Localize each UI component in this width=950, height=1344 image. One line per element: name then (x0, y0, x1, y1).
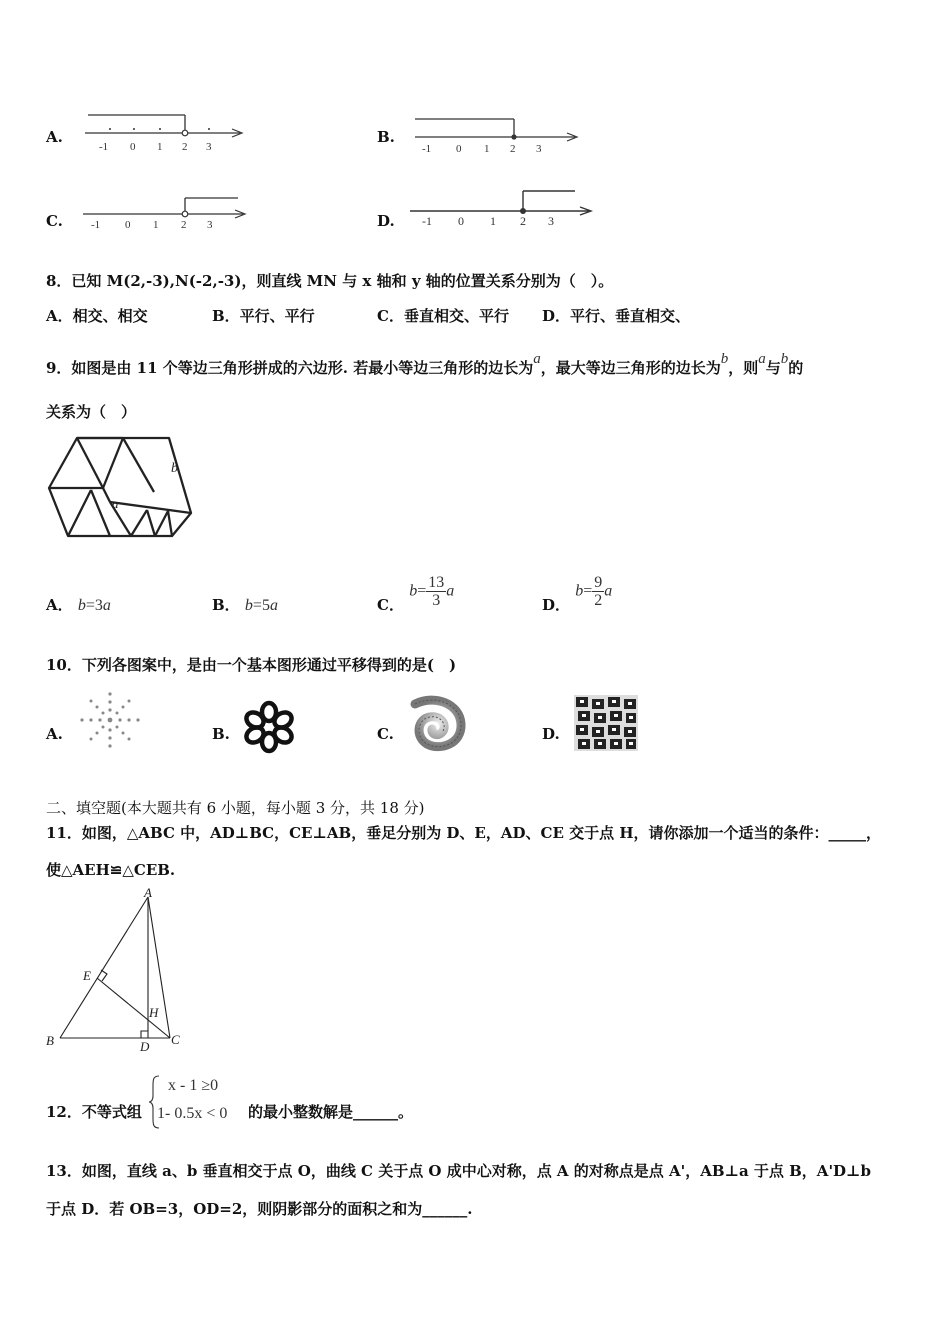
q9-option-a-rhs: a (102, 597, 111, 614)
q9-figure-label-a: a (112, 496, 119, 511)
q11-vertex-label-h: H (149, 1005, 159, 1020)
q9-option-d-label: D． (542, 596, 571, 614)
q9-option-a-label: A． (46, 596, 73, 614)
tick-label: -1 (91, 219, 101, 231)
q11-vertex-label-a: A (144, 885, 152, 900)
tick-label: 3 (207, 219, 213, 231)
q11-vertex-label-e: E (83, 968, 91, 983)
q9-option-c-lhs: b (409, 582, 418, 600)
tick-label: 0 (458, 214, 464, 228)
q8-stem: 8．已知 M(2,-3),N(-2,-3)，则直线 MN 与 x 轴和 y 轴的位置关系分别为（ ）。 (46, 272, 614, 290)
q11-stem: 11．如图，△ABC 中，AD⊥BC，CE⊥AB，垂足分别为 D、E，AD、CE 交于点 H，请你添加一个适当的条件：_____， (46, 824, 881, 842)
tick-label: 2 (182, 141, 188, 153)
section2-heading: 二、填空题(本大题共有 6 小题，每小题 3 分，共 18 分) (46, 799, 425, 817)
q9-var-a: a (533, 351, 541, 367)
q8-option-c: C．垂直相交、平行 (377, 307, 509, 325)
q9-figure-label-b: b (171, 461, 178, 476)
q9-var-b: b (780, 351, 789, 367)
tick-label: 0 (125, 219, 131, 231)
q10-option-c-spiral-figure (405, 694, 467, 752)
tick-label: 2 (510, 143, 516, 155)
tick-label: 1 (157, 141, 163, 153)
q10-option-b-flower-figure (238, 700, 300, 755)
q9-stem-part: ，最大等边三角形的边长为 (540, 359, 721, 377)
q8-option-a: A．相交、相交 (46, 307, 148, 325)
q9-option-a-lhs: b (77, 597, 86, 614)
q7-option-b-label: B. (377, 128, 395, 146)
tick-label: 0 (456, 143, 462, 155)
q11-vertex-label-d: D (140, 1039, 150, 1054)
tick-label: 2 (181, 219, 187, 231)
q12-inequality-2: 1- 0.5x < 0 (157, 1105, 228, 1122)
q9-option-d-eq: = (583, 582, 593, 600)
q9-option-c-rhs: a (446, 582, 455, 600)
tick-label: 1 (484, 143, 490, 155)
q9-option-b (212, 594, 278, 615)
q9-stem (46, 351, 803, 378)
q9-hexagon-figure (44, 432, 194, 542)
tick-label: 0 (130, 141, 136, 153)
q7-option-c-label: C. (46, 212, 63, 230)
q8-option-d: D．平行、垂直相交、 (542, 307, 691, 325)
q9-option-b-label: B． (212, 596, 240, 614)
q9-option-d (542, 568, 612, 615)
tick-label: 3 (536, 143, 542, 155)
tick-label: -1 (422, 214, 432, 228)
q10-option-a-label: A. (46, 725, 63, 743)
q13-line2: 于点 D．若 OB=3，OD=2，则阴影部分的面积之和为______. (46, 1200, 473, 1218)
tick-label: 1 (153, 219, 159, 231)
q9-option-c-num: 13 (428, 574, 445, 591)
q9-stem-part: 的 (788, 359, 804, 377)
q9-option-d-num: 9 (594, 574, 603, 591)
q9-stem-part: 与 (765, 359, 781, 377)
q10-option-d-tessellation-figure (574, 695, 638, 751)
tick-label: 2 (520, 214, 526, 228)
q7-option-d-label: D. (377, 212, 395, 230)
q7-option-b-numberline (410, 110, 585, 155)
q11-stem-line2: 使△AEH≌△CEB. (46, 861, 176, 879)
tick-label: 3 (548, 214, 554, 228)
tick-label: -1 (99, 141, 109, 153)
q9-option-a-eq: =3 (85, 597, 103, 614)
q9-option-c (377, 568, 454, 615)
q10-option-d-label: D. (542, 725, 560, 743)
q9-option-b-lhs: b (244, 597, 253, 614)
q13-line1: 13．如图，直线 a、b 垂直相交于点 O，曲线 C 关于点 O 成中心对称，点 A 的对称点是点 A'，AB⊥a 于点 B，A'D⊥b (46, 1162, 871, 1180)
q10-stem: 10．下列各图案中，是由一个基本图形通过平移得到的是( ) (46, 656, 457, 674)
q11-triangle-figure (40, 885, 190, 1055)
q7-option-a-numberline (80, 108, 250, 153)
q7-option-a-label: A. (46, 128, 63, 146)
q9-stem-part: 9．如图是由 11 个等边三角形拼成的六边形. 若最小等边三角形的边长为 (46, 359, 534, 377)
q9-option-a (46, 594, 111, 615)
q12-prefix: 12．不等式组 (46, 1103, 142, 1121)
q11-vertex-label-c: C (171, 1032, 180, 1047)
q9-option-c-den: 3 (432, 592, 441, 609)
q9-option-d-lhs: b (575, 582, 584, 600)
q9-option-d-rhs: a (604, 582, 613, 600)
q10-option-a-snowflake-figure (76, 690, 144, 750)
q9-option-b-eq: =5 (252, 597, 270, 614)
tick-label: 1 (490, 214, 496, 228)
q9-var-a: a (758, 351, 766, 367)
q9-stem-part: ，则 (728, 359, 759, 377)
q9-stem-line2: 关系为（ ） (46, 403, 137, 421)
tick-label: -1 (422, 143, 432, 155)
tick-label: 3 (206, 141, 212, 153)
q9-option-c-eq: = (417, 582, 427, 600)
q9-option-c-label: C． (377, 596, 404, 614)
q9-var-b: b (720, 351, 729, 367)
q9-option-d-den: 2 (594, 592, 603, 609)
q7-option-d-numberline (405, 185, 600, 230)
q12-inequality-1: x - 1 ≥0 (168, 1077, 219, 1094)
q12-suffix: 的最小整数解是______。 (248, 1103, 414, 1121)
q7-option-c-numberline (78, 192, 253, 237)
q10-option-c-label: C. (377, 725, 394, 743)
q11-vertex-label-b: B (46, 1033, 54, 1048)
q8-option-b: B．平行、平行 (212, 307, 315, 325)
q9-option-b-rhs: a (269, 597, 278, 614)
q10-option-b-label: B. (212, 725, 230, 743)
